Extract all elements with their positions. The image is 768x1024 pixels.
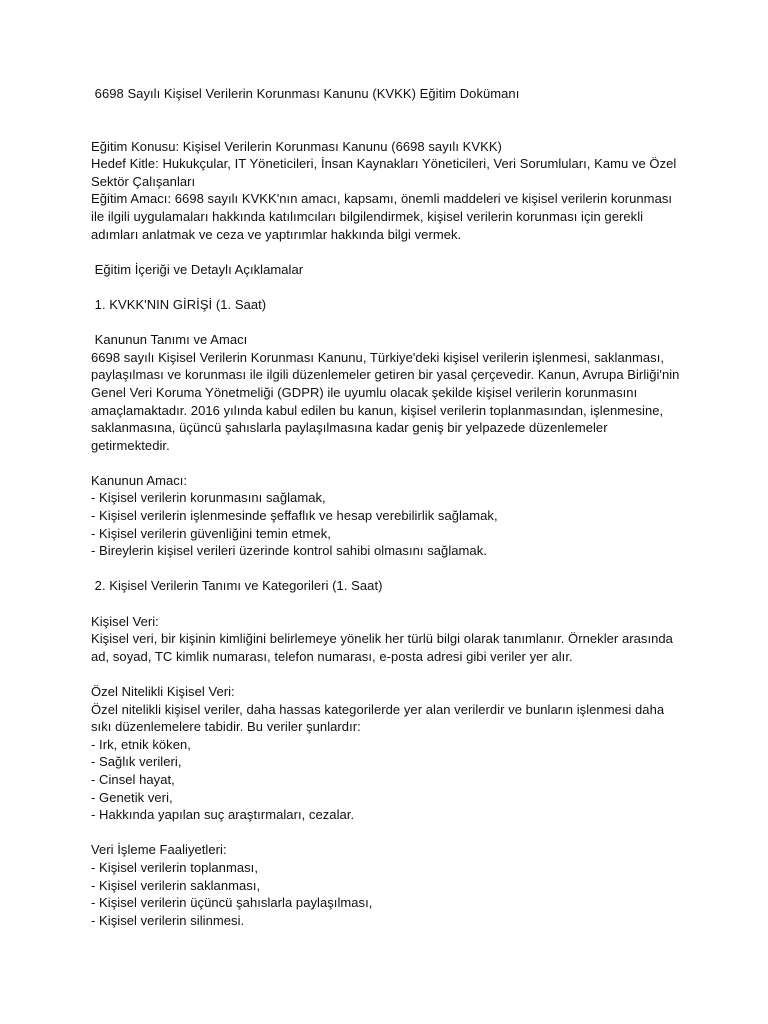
section1-paragraph: 6698 sayılı Kişisel Verilerin Korunması Kanunu, Türkiye'deki kişisel verilerin işlenmesi, saklanması, paylaşılması ve korunması ile ilgili düzenlemeler getiren bir yasal çerçevedir. Kanun, Avrupa Birliği'nin Genel Veri Koruma Yönetmeliği (GDPR) ile uyumlu olacak şekilde kişisel verilerin korunmasını amaçlamaktadır. 2016 yılında kabul edilen bu kanun, kişisel verilerin toplanmasından, işlenmesine, saklanmasına, üçüncü şahıslarla paylaşılmasına kadar geniş bir yelpazede düzenlemeler getirmektedir. [91,349,684,453]
spacer [91,560,681,578]
target-audience: Hedef Kitle: Hukukçular, IT Yöneticileri, İnsan Kaynakları Yöneticileri, Veri Sorumluları, Kamu ve Özel Sektör Çalışanları [91,156,681,189]
list-item: - Sağlık verileri, [91,754,182,770]
section2-heading: 2. Kişisel Verilerin Tanımı ve Kategorileri (1. Saat) [91,578,383,594]
law-aims-list [91,489,681,559]
training-topic: Eğitim Konusu: Kişisel Verilerin Korunması Kanunu (6698 sayılı KVKK) [91,138,502,154]
list-item: - Kişisel verilerin işlenmesinde şeffaflık ve hesap verebilirlik sağlamak, [91,508,498,524]
spacer [91,278,681,296]
spacer [91,103,681,138]
spacer [91,314,681,332]
list-item: - Cinsel hayat, [91,771,175,787]
list-item: - Kişisel verilerin güvenliğini temin etmek, [91,525,331,541]
processing-list [91,859,681,929]
special-data-label: Özel Nitelikli Kişisel Veri: [91,684,235,699]
list-item: - Bireylerin kişisel verileri üzerinde kontrol sahibi olmasını sağlamak. [91,543,487,559]
list-item: - Kişisel verilerin saklanması, [91,877,261,893]
document-title: 6698 Sayılı Kişisel Verilerin Korunması Kanunu (KVKK) Eğitim Dokümanı [91,86,520,101]
special-data-text: Özel nitelikli kişisel veriler, daha hassas kategorilerde yer alan verilerdir ve bunların işlenmesi daha sıkı düzenlemelere tabidir. Bu veriler şunlardır: [91,701,668,735]
list-item: - Kişisel verilerin korunmasını sağlamak, [91,490,326,506]
document-content [91,85,684,929]
content-heading: Eğitim İçeriği ve Detaylı Açıklamalar [91,261,304,277]
list-item: - Irk, etnik köken, [91,736,191,752]
spacer [91,665,681,683]
special-data-list [91,736,681,824]
law-aims-label: Kanunun Amacı: [91,472,188,488]
list-item: - Kişisel verilerin toplanması, [91,859,258,875]
spacer [91,243,681,261]
spacer [91,454,681,472]
processing-label: Veri İşleme Faaliyetleri: [91,842,227,858]
list-item: - Kişisel verilerin silinmesi. [91,912,245,928]
personal-data-label: Kişisel Veri: [91,613,159,629]
training-purpose: Eğitim Amacı: 6698 sayılı KVKK'nın amacı, kapsamı, önemli maddeleri ve kişisel verilerin korunması ile ilgili uygulamaları hakkında katılımcıları bilgilendirmek, kişisel verilerin korunması için gerekli adımları anlatmak ve ceza ve yaptırımlar hakkında bilgi vermek. [91,191,676,242]
list-item: - Genetik veri, [91,789,173,805]
list-item: - Hakkında yapılan suç araştırmaları, cezalar. [91,807,355,823]
spacer [91,824,681,842]
section1-subheading: Kanunun Tanımı ve Amacı [91,332,248,348]
list-item: - Kişisel verilerin üçüncü şahıslarla paylaşılması, [91,895,373,911]
personal-data-text: Kişisel veri, bir kişinin kimliğini belirlemeye yönelik her türlü bilgi olarak tanımlanır. Örnekler arasında ad, soyad, TC kimlik numarası, telefon numarası, e-posta adresi gibi veriler yer alır. [91,631,677,664]
section1-heading: 1. KVKK'NIN GİRİŞİ (1. Saat) [91,296,267,312]
spacer [91,595,681,613]
